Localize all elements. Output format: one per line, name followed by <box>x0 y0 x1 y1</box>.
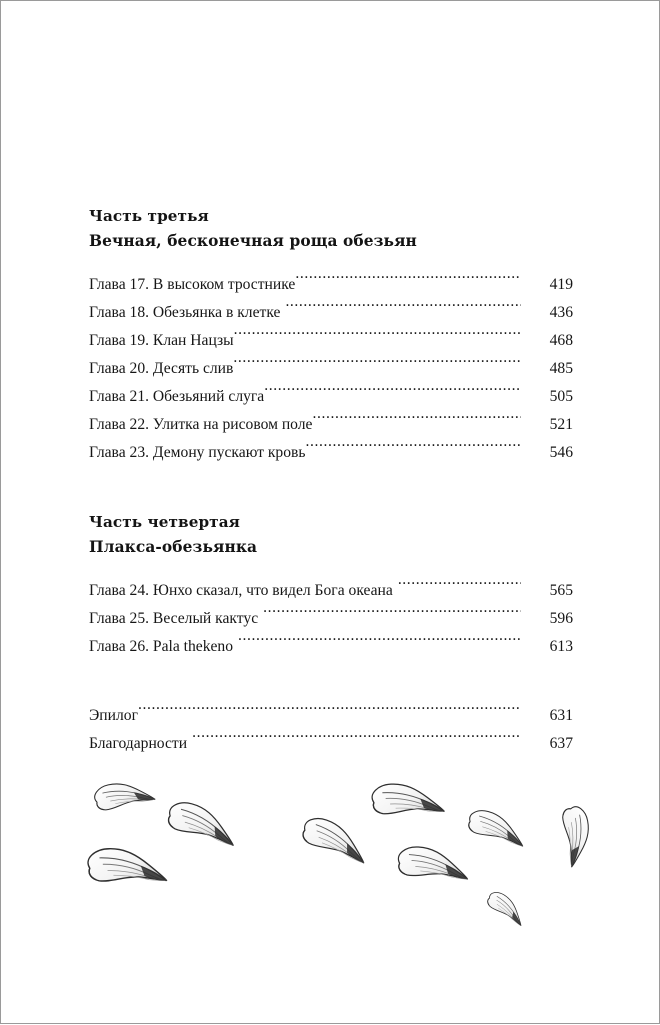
dot-leader <box>264 385 521 401</box>
toc-entry-epilogue[interactable] <box>89 702 573 730</box>
toc-entry[interactable] <box>89 411 573 439</box>
part-title-three: Вечная, бесконечная роща обезьян <box>89 232 417 250</box>
part-section-four <box>89 510 573 560</box>
toc-entry-page: 565 <box>549 582 573 599</box>
toc-entry-page: 521 <box>549 416 573 433</box>
toc-entry-page: 596 <box>549 610 573 627</box>
petal <box>467 808 528 846</box>
toc-entry[interactable] <box>89 383 573 411</box>
petal <box>371 777 445 821</box>
entry-list-part-three <box>89 271 573 467</box>
toc-entry-title: Глава 18. Обезьянка в клетке <box>89 304 281 321</box>
part-title-four: Плакса-обезьянка <box>89 538 258 556</box>
toc-entry[interactable] <box>89 327 573 355</box>
toc-entry-page: 485 <box>549 360 573 377</box>
dot-leader <box>138 704 521 720</box>
toc-entry-page: 546 <box>549 444 573 461</box>
petal <box>484 889 530 925</box>
toc-entry-page: 637 <box>549 735 573 752</box>
spacer <box>89 254 573 271</box>
part-section-three <box>89 204 573 254</box>
entry-list-part-four <box>89 577 573 661</box>
toc-entry-title: Глава 23. Демону пускают кровь <box>89 444 306 461</box>
toc-entry[interactable] <box>89 355 573 383</box>
spacer <box>89 467 573 510</box>
toc-entry-acknowledgements[interactable] <box>89 730 573 758</box>
part-label-three: Часть третья <box>89 207 209 225</box>
petal <box>556 804 599 866</box>
dot-leader <box>398 579 521 595</box>
dot-leader <box>295 273 521 289</box>
spacer <box>89 560 573 577</box>
toc-entry-title: Глава 17. В высоком тростнике <box>89 276 296 293</box>
toc-entry-page: 468 <box>549 332 573 349</box>
toc-entry-page: 436 <box>549 304 573 321</box>
part-label-four: Часть четвертая <box>89 513 240 531</box>
toc-entry[interactable] <box>89 605 573 633</box>
spacer <box>89 661 573 702</box>
toc-entry[interactable] <box>89 633 573 661</box>
toc-entry-title: Глава 26. Pala thekeno <box>89 638 234 655</box>
toc-entry-title: Глава 25. Веселый кактус <box>89 610 259 627</box>
toc-entry-title: Глава 24. Юнхо сказал, что видел Бога океана <box>89 582 393 599</box>
dot-leader <box>306 441 522 457</box>
dot-leader <box>285 301 521 317</box>
toc-entry[interactable] <box>89 577 573 605</box>
dot-leader <box>312 413 521 429</box>
toc-entry-page: 505 <box>549 388 573 405</box>
table-of-contents <box>89 204 573 758</box>
dot-leader <box>233 357 521 373</box>
petal <box>166 800 239 845</box>
petal <box>300 815 372 863</box>
toc-entry-page: 631 <box>549 707 573 724</box>
toc-entry[interactable] <box>89 271 573 299</box>
entry-list-back-matter <box>89 702 573 758</box>
toc-entry-page: 613 <box>549 638 573 655</box>
petal <box>398 845 467 881</box>
toc-entry-title: Глава 22. Улитка на рисовом поле <box>89 416 313 433</box>
toc-entry[interactable] <box>89 299 573 327</box>
toc-entry-title: Благодарности <box>89 735 188 752</box>
petal <box>87 843 167 888</box>
dot-leader <box>238 635 521 651</box>
toc-entry-title: Глава 19. Клан Нацзы <box>89 332 234 349</box>
dot-leader <box>263 607 521 623</box>
toc-entry[interactable] <box>89 439 573 467</box>
toc-entry-page: 419 <box>549 276 573 293</box>
toc-entry-title: Эпилог <box>89 707 138 724</box>
dot-leader <box>234 329 521 345</box>
dot-leader <box>192 732 521 748</box>
toc-entry-title: Глава 21. Обезьяний слуга <box>89 388 265 405</box>
toc-entry-title: Глава 20. Десять слив <box>89 360 234 377</box>
petal <box>92 772 155 816</box>
